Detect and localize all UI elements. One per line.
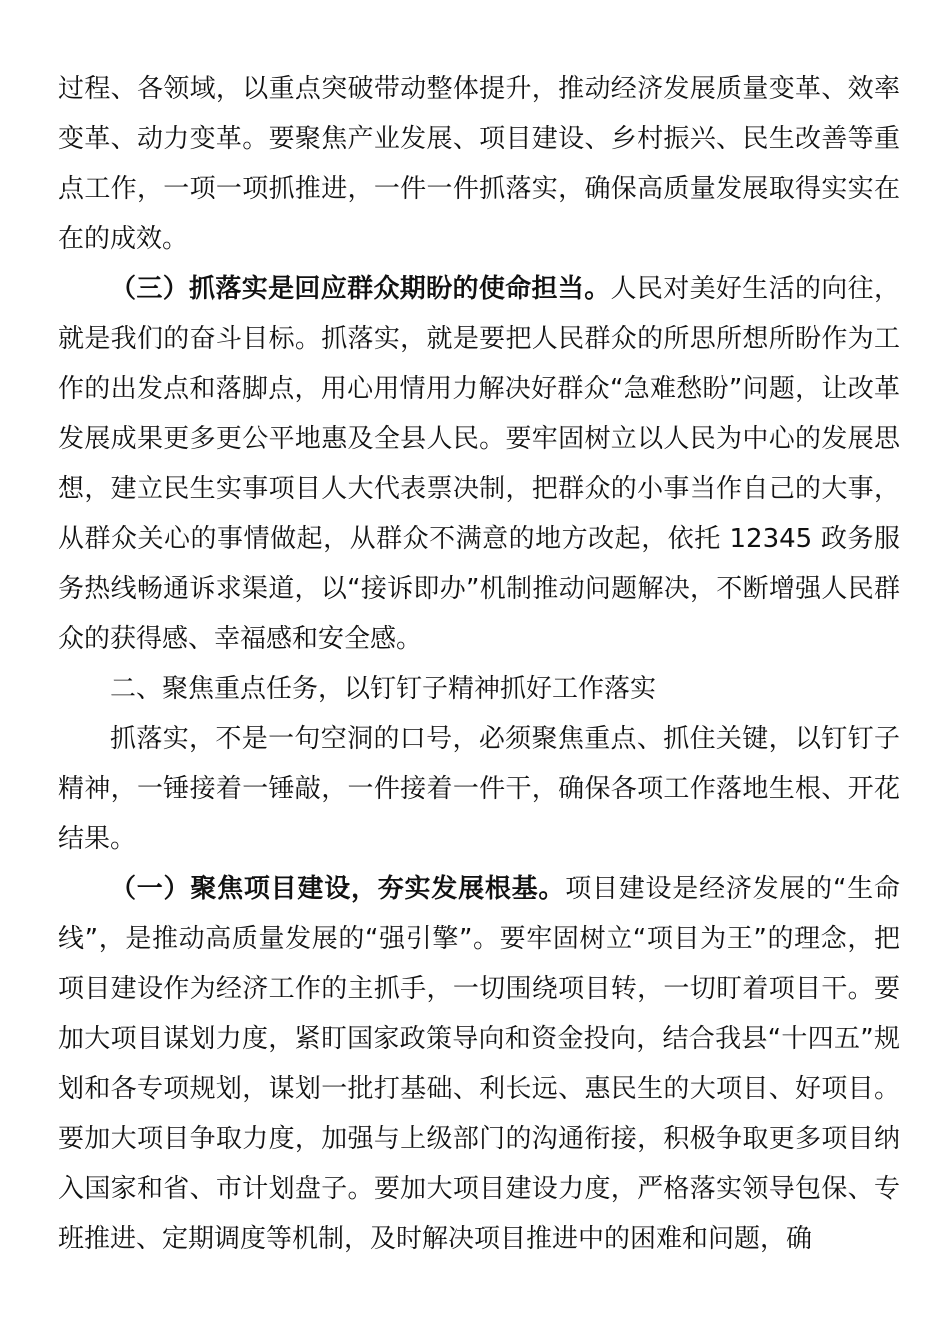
section-heading [58, 664, 900, 714]
section-heading-text: 二、聚焦重点任务，以钉钉子精神抓好工作落实 [110, 674, 657, 704]
paragraph-lead-heading: （一）聚焦项目建设，夯实发展根基。 [110, 874, 566, 904]
paragraph-subsection-1 [58, 864, 900, 1264]
paragraph-continuation [58, 64, 900, 264]
paragraph-section-3 [58, 264, 900, 664]
document-page [58, 64, 900, 1264]
paragraph-lead-heading: （三）抓落实是回应群众期盼的使命担当。 [110, 274, 611, 304]
paragraph-text: 抓落实，不是一句空洞的口号，必须聚焦重点、抓住关键，以钉钉子精神，一锤接着一锤敲，一件接着一件干，确保各项工作落地生根、开花结果。 [58, 724, 900, 854]
paragraph-text: 过程、各领域，以重点突破带动整体提升，推动经济发展质量变革、效率变革、动力变革。要聚焦产业发展、项目建设、乡村振兴、民生改善等重点工作，一项一项抓推进，一件一件抓落实，确保高质量发展取得实实在在的成效。 [58, 74, 900, 254]
paragraph-intro [58, 714, 900, 864]
paragraph-text: 项目建设是经济发展的“生命线”，是推动高质量发展的“强引擎”。要牢固树立“项目为王”的理念，把项目建设作为经济工作的主抓手，一切围绕项目转，一切盯着项目干。要加大项目谋划力度，紧盯国家政策导向和资金投向，结合我县“十四五”规划和各专项规划，谋划一批打基础、利长远、惠民生的大项目、好项目。要加大项目争取力度，加强与上级部门的沟通衔接，积极争取更多项目纳入国家和省、市计划盘子。要加大项目建设力度，严格落实领导包保、专班推进、定期调度等机制，及时解决项目推进中的困难和问题，确 [58, 874, 900, 1254]
paragraph-text: 人民对美好生活的向往，就是我们的奋斗目标。抓落实，就是要把人民群众的所思所想所盼作为工作的出发点和落脚点，用心用情用力解决好群众“急难愁盼”问题，让改革发展成果更多更公平地惠及全县人民。要牢固树立以人民为中心的发展思想，建立民生实事项目人大代表票决制，把群众的小事当作自己的大事，从群众关心的事情做起，从群众不满意的地方改起，依托 12345 政务服务热线畅通诉求渠道，以“接诉即办”机制推动问题解决，不断增强人民群众的获得感、幸福感和安全感。 [58, 274, 900, 654]
